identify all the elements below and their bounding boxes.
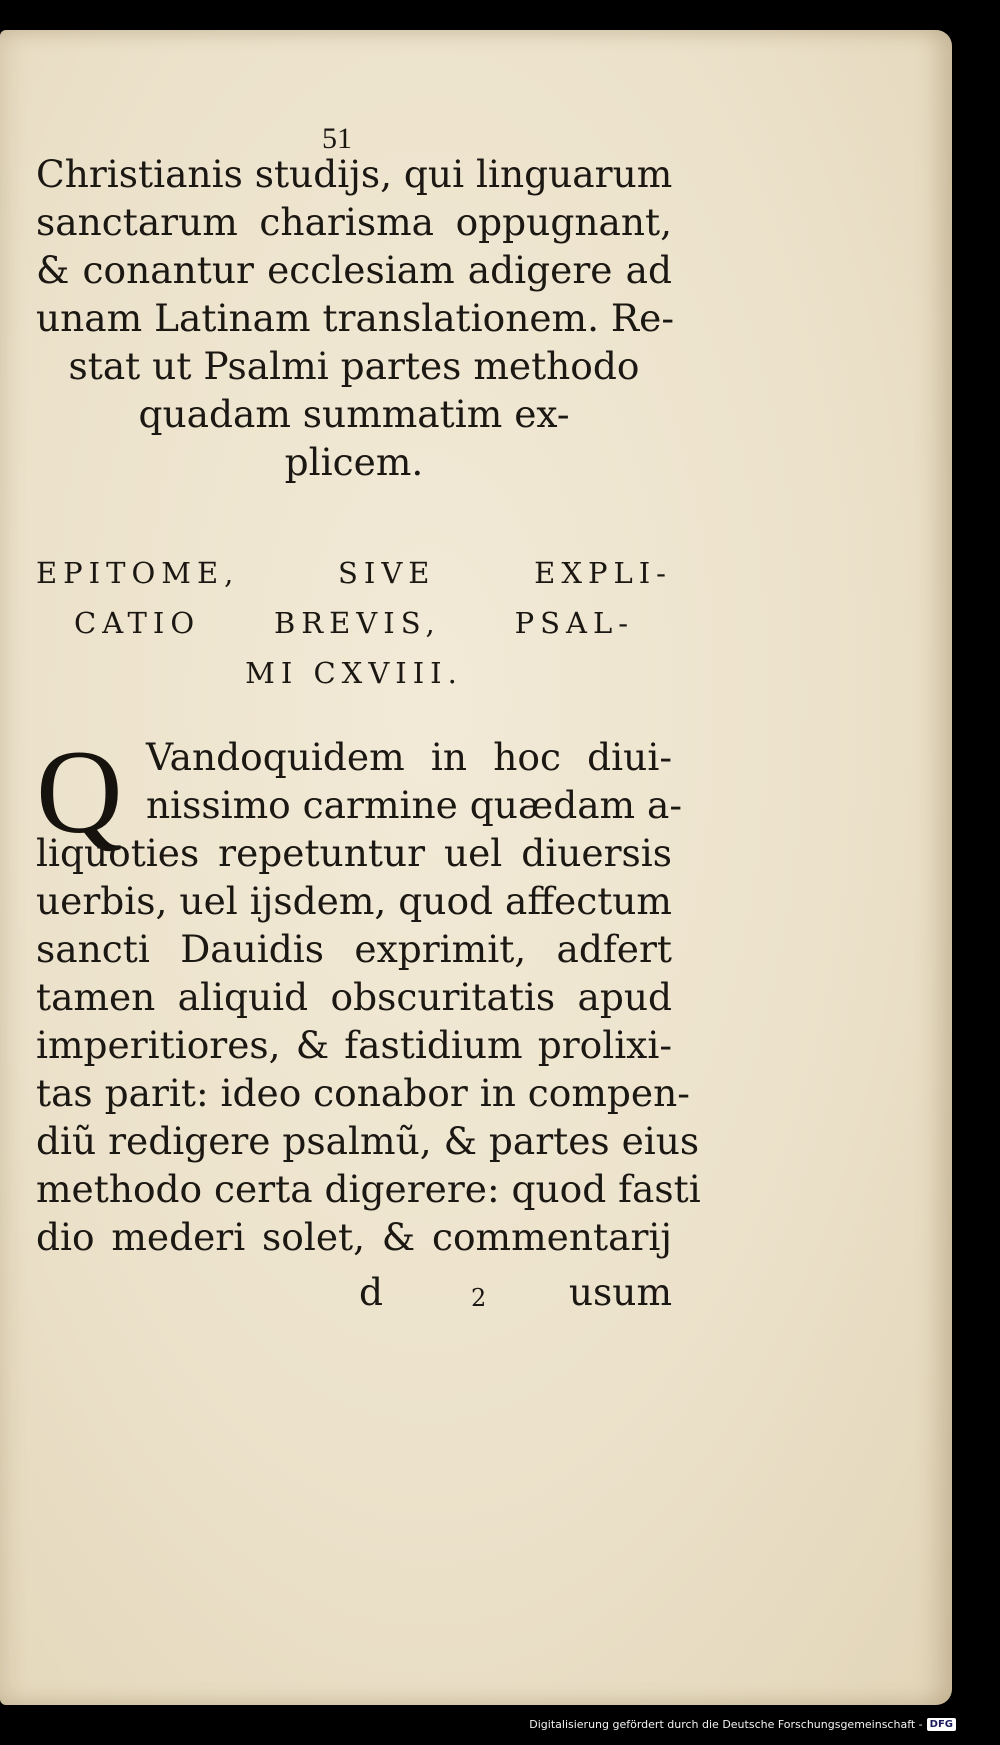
catchword: usum [568,1270,672,1314]
dfg-logo: DFG [927,1718,956,1731]
text-line: unam Latinam translationem. Re- [36,296,675,340]
digitization-credit [529,1718,956,1731]
text-line: sancti Dauidis exprimit, adfert [36,927,672,971]
credit-text: Digitalisierung gefördert durch die Deutsche Forschungsgemeinschaft - [529,1718,923,1731]
text-line: plicem. [284,440,424,484]
main-paragraph [36,725,701,1261]
text-line: imperitiores, & fastidium prolixi- [36,1023,672,1067]
text-line: liquoties repetuntur uel diuersis [36,831,672,875]
opening-text [36,150,675,486]
text-line: tas parit: ideo conabor in compen- [36,1071,690,1115]
text-line: methodo certa digerere: quod fasti [36,1167,701,1211]
text-line: Christianis studijs, qui linguarum [36,152,673,196]
text-line: quadam summatim ex- [138,392,570,436]
text-line: Vandoquidem in hoc diui- [146,735,672,779]
text-line: uerbis, uel ijsdem, quod affectum [36,879,672,923]
drop-cap: Q [36,725,123,858]
signature-number: 2 [471,1284,487,1312]
text-line: sanctarum charisma oppugnant, [36,200,672,244]
text-line: diũ redigere psalmũ, & partes eius [36,1119,700,1163]
text-line: tamen aliquid obscuritatis apud [36,975,672,1019]
heading-line: MI CXVIII. [245,656,463,690]
text-line: dio mederi solet, & commentarij [36,1215,672,1259]
text-line: nissimo carmine quædam a- [146,783,683,827]
text-line: stat ut Psalmi partes methodo [68,344,640,388]
text-line: & conantur ecclesiam adigere ad [36,248,672,292]
page-number: 51 [322,122,352,155]
heading-line: EPITOME, SIVE EXPLI- [36,556,672,590]
section-heading [36,548,672,698]
signature-mark: d [359,1270,384,1314]
heading-line: CATIO BREVIS, PSAL- [74,606,634,640]
